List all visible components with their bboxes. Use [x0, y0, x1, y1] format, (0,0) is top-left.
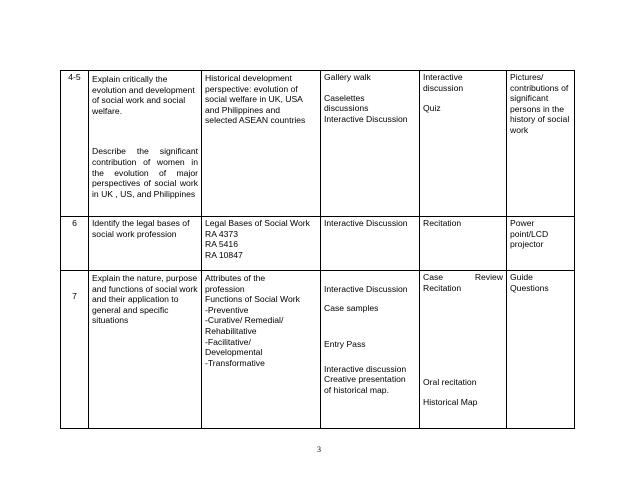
table-row	[61, 217, 575, 271]
content-cell: Attributes of the profession Functions of Social Work -Preventive -Curative/ Remedial/ Rehabilitative -Facilitative/ Developmental -Transformative	[202, 271, 321, 429]
content-cell: Historical development perspective: evolution of social welfare in UK, USA and Philippines and selected ASEAN countries	[202, 71, 321, 217]
activities-cell: Interactive Discussion	[321, 217, 420, 271]
materials-cell: Guide Questions	[507, 271, 575, 429]
materials-cell: Pictures/ contributions of significant persons in the history of social work	[507, 71, 575, 217]
syllabus-table	[60, 70, 575, 429]
outcome-text: Describe the significant contribution of women in the evolution of major perspectives of social work in UK , US, and Philippines	[92, 146, 198, 199]
outcome-text: Explain critically the evolution and development of social work and social welfare.	[92, 74, 195, 116]
outcomes-cell: Identify the legal bases of social work profession	[89, 217, 202, 271]
week-cell: 4-5	[61, 71, 89, 217]
activities-cell: Interactive Discussion Case samples Entry Pass Interactive discussion Creative presentation of historical map.	[321, 271, 420, 429]
assessment-cell: Interactive discussion Quiz	[420, 71, 507, 217]
outcomes-cell: Explain the nature, purpose and functions of social work and their application to general and specific situations	[89, 271, 202, 429]
page-number: 3	[317, 445, 321, 454]
assessment-cell: Case Review Recitation Oral recitation Historical Map	[420, 271, 507, 429]
outcomes-cell	[89, 71, 202, 217]
week-cell: 6	[61, 217, 89, 271]
week-cell: 7	[61, 271, 89, 429]
table-row	[61, 71, 575, 217]
materials-cell: Power point/LCD projector	[507, 217, 575, 271]
activities-cell: Gallery walk Caselettes discussions Interactive Discussion	[321, 71, 420, 217]
table-row	[61, 271, 575, 429]
assessment-cell: Recitation	[420, 217, 507, 271]
content-cell: Legal Bases of Social Work RA 4373 RA 5416 RA 10847	[202, 217, 321, 271]
